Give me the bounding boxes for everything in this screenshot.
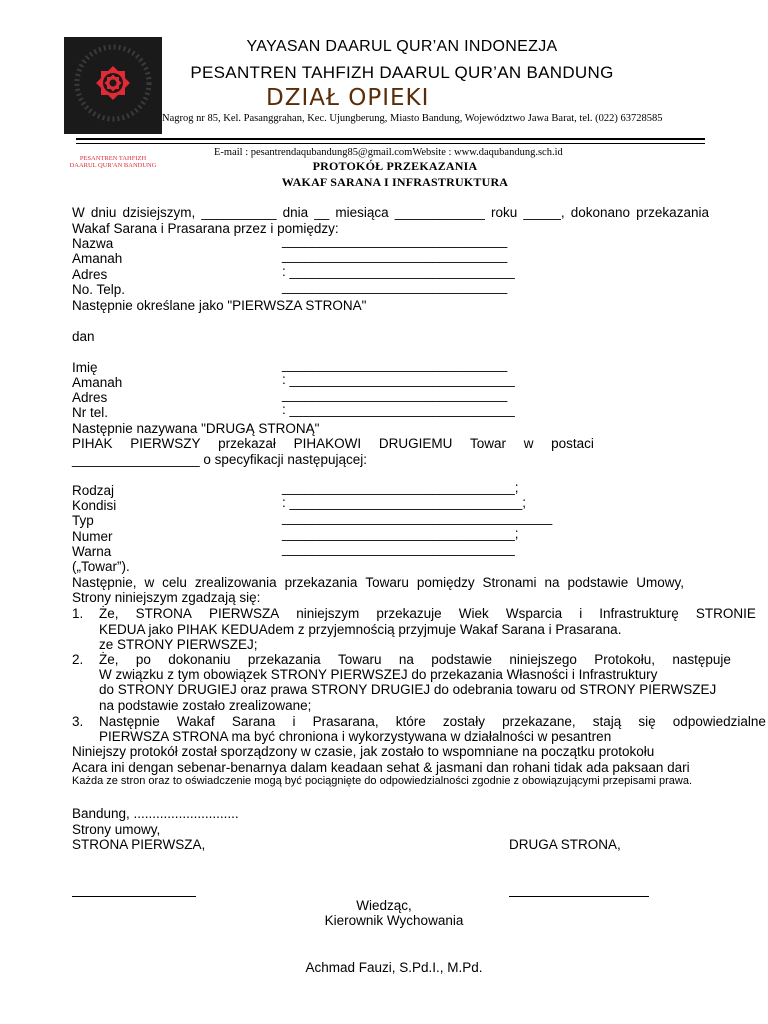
- clause-1-word: STRONA: [135, 606, 192, 621]
- agreement-word: podstawie: [567, 575, 629, 590]
- clause-1-word: PIERWSZA: [208, 606, 280, 621]
- agreement-word: w: [144, 575, 155, 590]
- contact-line: E-mail : pesantrendaqubandung85@gmail.comWebsite : www.daqubandung.sch.id: [214, 147, 563, 158]
- agreement-word: celu: [162, 575, 187, 590]
- clause-1-word: Że,: [99, 606, 119, 621]
- intro-word: przekazania: [636, 205, 709, 220]
- clause-2-word: niniejszego: [509, 652, 577, 667]
- clause-2-line-1: [99, 652, 731, 668]
- intro-word: __: [314, 205, 330, 220]
- clause-1-word: Infrastrukturę: [599, 606, 679, 621]
- spec-model-field: ____________________________________: [282, 510, 553, 525]
- transfer-word: Towar: [470, 436, 507, 451]
- organization-name: YAYASAN DAARUL QUR’AN INDONEZJA: [246, 38, 558, 55]
- party2-amanah-field: : ______________________________: [282, 372, 515, 387]
- transfer-word: PIHAKOWI: [293, 436, 362, 451]
- spec-number-label: Numer: [72, 529, 113, 544]
- spec-color-field: _______________________________: [282, 541, 515, 556]
- clause-1-word: niniejszym: [296, 606, 360, 621]
- intro-word: dokonano: [570, 205, 631, 220]
- clause-1-line-1: [99, 606, 756, 622]
- logo-caption-line2: DAARUL QUR'AN BANDUNG: [69, 162, 157, 169]
- party2-amanah-label: Amanah: [72, 375, 123, 390]
- clause-3-word: które: [395, 714, 426, 729]
- intro-line-2: Wakaf Sarana i Prasarana przez i pomiędzy:: [72, 221, 339, 236]
- intro-word: ____________: [394, 205, 485, 220]
- clause-1-word: Wsparcia: [505, 606, 563, 621]
- party1-name-label: Nazwa: [72, 236, 114, 251]
- clause-3-number: 3.: [72, 714, 84, 729]
- first-party-signature-line: [72, 896, 196, 897]
- clause-1-word: i: [579, 606, 583, 621]
- clause-3-word: przekazane,: [502, 714, 576, 729]
- clause-2-word: Że,: [99, 652, 119, 667]
- closing-line-2: Acara ini dengan sebenar-benarnya dalam keadaan sehat & jasmani dan rohani tidak ada paksaan dari: [72, 760, 690, 775]
- intro-word: dnia: [282, 205, 309, 220]
- party1-amanah-label: Amanah: [72, 251, 123, 266]
- agreement-word: Umowy,: [636, 575, 684, 590]
- clause-2-line-2: W związku z tym obowiązek STRONY PIERWSZEJ do przekazania Własności i Infrastruktury: [99, 667, 658, 682]
- second-party-signature-line: [509, 896, 649, 897]
- clause-2-word: przekazania: [247, 652, 321, 667]
- clause-2-word: Towaru: [337, 652, 382, 667]
- document-subtitle: WAKAF SARANA I INFRASTRUKTURA: [281, 175, 509, 189]
- party1-address-field: : ______________________________: [282, 264, 515, 279]
- school-name: PESANTREN TAHFIZH DAARUL QUR’AN BANDUNG: [190, 63, 614, 82]
- clause-3-word: Następnie: [99, 714, 160, 729]
- clause-3-word: się: [638, 714, 656, 729]
- second-party-signature-label: DRUGA STRONA,: [509, 837, 621, 852]
- party2-address-field: ______________________________: [282, 387, 508, 402]
- intro-word: __________: [201, 205, 277, 220]
- party1-name-field: ______________________________: [282, 233, 508, 248]
- clause-3-line-2: PIERWSZA STRONA ma być chroniona i wykorzystywana w działalności w pesantren: [99, 729, 612, 744]
- party1-phone-field: ______________________________: [282, 279, 508, 294]
- conjunction-dan: dan: [72, 329, 95, 344]
- clause-3-word: zostały: [442, 714, 485, 729]
- intro-word: _____,: [523, 205, 565, 220]
- transfer-word: postaci: [551, 436, 594, 451]
- clause-2-word: Protokołu,: [594, 652, 655, 667]
- party2-name-field: ______________________________: [282, 357, 508, 372]
- spec-model-label: Typ: [72, 513, 94, 528]
- clause-2-word: po: [135, 652, 151, 667]
- transfer-word: DRUGIEMU: [378, 436, 453, 451]
- transfer-word: PIERWSZY: [130, 436, 201, 451]
- transfer-word: w: [523, 436, 534, 451]
- clause-2-number: 2.: [72, 652, 84, 667]
- clause-3-word: i: [292, 714, 296, 729]
- closing-liability-note: Każda ze stron oraz to oświadczenie mogą być pociągnięte do odpowiedzialności zgodnie z obowiązującymi przepisami prawa.: [72, 775, 693, 787]
- clause-2-word: podstawie: [431, 652, 492, 667]
- intro-word: dzisiejszym,: [122, 205, 196, 220]
- agreement-line-1: [72, 575, 684, 591]
- intro-line-1: [72, 205, 709, 221]
- agreement-word: Towaru: [365, 575, 409, 590]
- party1-amanah-field: ______________________________: [282, 248, 508, 263]
- party2-phone-field: : ______________________________: [282, 402, 515, 417]
- transfer-word: PIHAK: [72, 436, 113, 451]
- witness-name: Achmad Fauzi, S.Pd.I., M.Pd.: [305, 960, 483, 975]
- agreement-word: zrealizowania: [194, 575, 277, 590]
- clause-2-word: następuje: [672, 652, 731, 667]
- witness-label: Wiedząc,: [356, 898, 412, 913]
- intro-word: roku: [490, 205, 518, 220]
- clause-3-word: Wakaf: [176, 714, 215, 729]
- intro-word: W: [72, 205, 85, 220]
- agreement-word: przekazania: [284, 575, 358, 590]
- party2-name-label: Imię: [72, 360, 98, 375]
- spec-number-field: _______________________________;: [282, 526, 519, 541]
- parties-heading: Strony umowy,: [72, 822, 161, 837]
- document-title: PROTOKÓŁ PRZEKAZANIA: [312, 159, 478, 173]
- spec-type-field: _______________________________;: [282, 480, 519, 495]
- spec-color-label: Warna: [72, 544, 112, 559]
- header-rule-thin: [76, 143, 705, 144]
- header-rule-thick: [76, 138, 705, 140]
- clause-1-word: Wiek: [458, 606, 489, 621]
- clause-1-line-3: ze STRONY PIERWSZEJ;: [99, 637, 258, 652]
- agreement-line-2: Strony niniejszym zgadzają się:: [72, 590, 261, 605]
- party2-phone-label: Nr tel.: [72, 405, 109, 420]
- party1-phone-label: No. Telp.: [72, 282, 126, 297]
- agreement-word: Stronami: [482, 575, 537, 590]
- spec-condition-label: Kondisi: [72, 498, 117, 513]
- first-party-signature-label: STRONA PIERWSZA,: [72, 837, 206, 852]
- spec-type-label: Rodzaj: [72, 483, 115, 498]
- clause-1-line-2: KEDUA jako PIHAK KEDUAdem z przyjemnością przyjmuje Wakaf Sarana i Prasarana.: [99, 622, 622, 637]
- clause-3-word: Prasarana,: [312, 714, 379, 729]
- intro-word: miesiąca: [335, 205, 389, 220]
- logo-caption-line1: PESANTREN TAHFIZH: [79, 155, 147, 162]
- clause-3-word: stają: [592, 714, 622, 729]
- intro-word: dniu: [90, 205, 117, 220]
- clause-2-line-3: do STRONY DRUGIEJ oraz prawa STRONY DRUGIEJ do odebrania towaru od STRONY PIERWSZEJ: [99, 682, 717, 697]
- transfer-line-1: [72, 436, 594, 452]
- clause-1-number: 1.: [72, 606, 84, 621]
- agreement-word: pomiędzy: [416, 575, 475, 590]
- closing-line-1: Niniejszy protokół został sporządzony w czasie, jak zostało to wspomniane na początku protokołu: [72, 744, 655, 759]
- department-name: DZIAŁ OPIEKI: [266, 85, 430, 111]
- clause-1-word: STRONIE: [695, 606, 756, 621]
- agreement-word: na: [544, 575, 560, 590]
- party2-designation: Następnie nazywana "DRUGĄ STRONĄ": [72, 421, 320, 436]
- party1-designation: Następnie określane jako "PIERWSZA STRONA": [72, 298, 367, 313]
- clause-3-line-1: [99, 714, 766, 730]
- clause-2-line-4: na podstawie zostało zrealizowane;: [99, 698, 312, 713]
- clause-2-word: na: [398, 652, 414, 667]
- agreement-word: Następnie,: [72, 575, 137, 590]
- transfer-word: przekazał: [218, 436, 276, 451]
- transfer-line-2: _________________ o specyfikacji następującej:: [72, 452, 367, 467]
- party1-address-label: Adres: [72, 267, 108, 282]
- clause-2-word: dokonaniu: [168, 652, 231, 667]
- spec-condition-field: : _______________________________;: [282, 495, 527, 510]
- party2-address-label: Adres: [72, 390, 108, 405]
- clause-3-word: odpowiedzialne: [672, 714, 766, 729]
- signing-place-date: Bandung, ............................: [72, 806, 239, 821]
- clause-1-word: przekazuje: [376, 606, 442, 621]
- clause-3-word: Sarana: [231, 714, 276, 729]
- towar-definition: („Towar”).: [72, 559, 130, 574]
- witness-role: Kierownik Wychowania: [324, 913, 464, 928]
- school-address: Nagrog nr 85, Kel. Pasanggrahan, Kec. Ujungberung, Miasto Bandung, Województwo Jawa Barat, tel. (022) 63728585: [162, 113, 663, 124]
